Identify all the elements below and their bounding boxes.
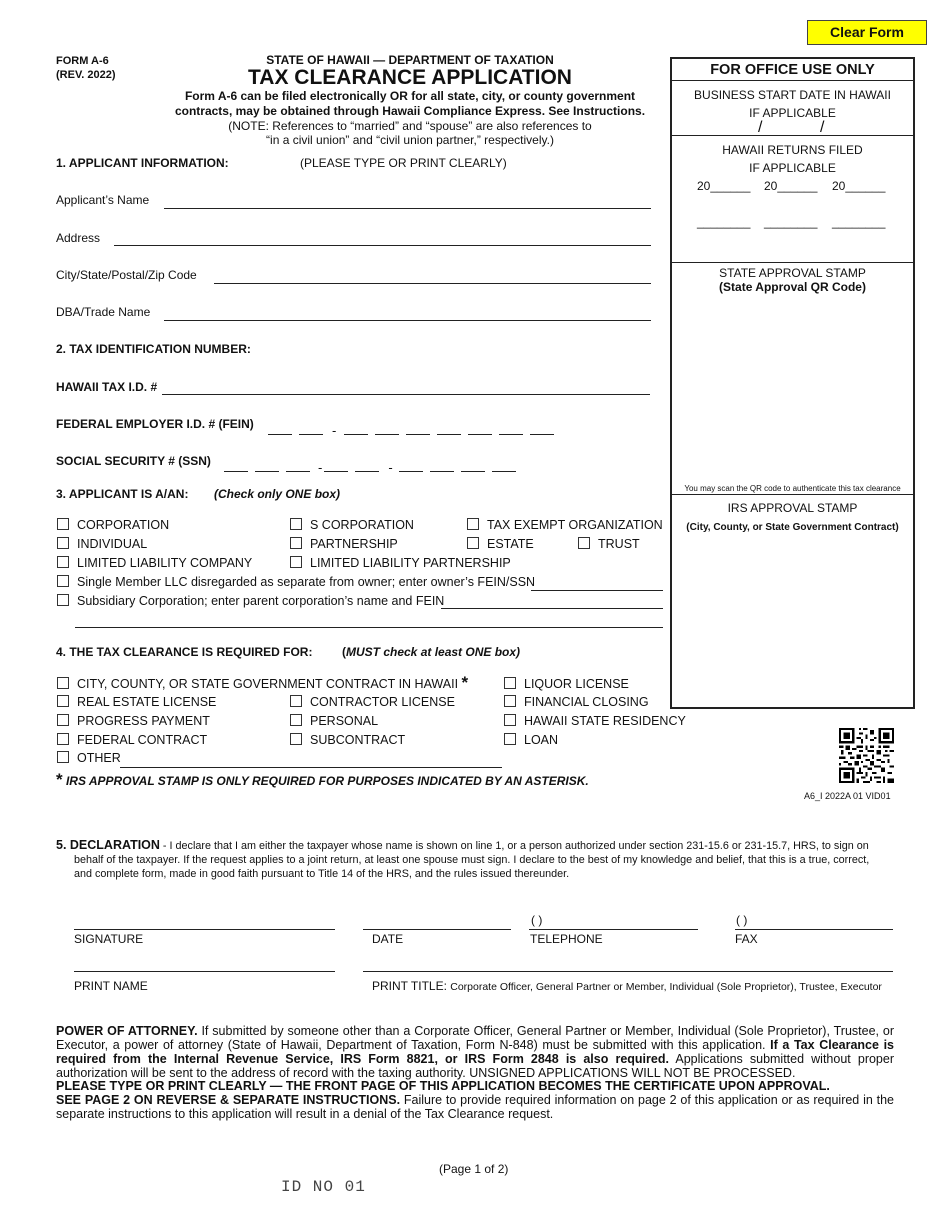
- purpose-financial-closing[interactable]: [504, 695, 649, 709]
- see-page-2-notice: [56, 1093, 894, 1121]
- subtitle-line-1: Form A-6 can be filed electronically OR for all state, city, or county government: [184, 89, 636, 103]
- parent-corp-field[interactable]: [441, 608, 663, 609]
- hawaii-tax-id-label: HAWAII TAX I.D. #: [56, 380, 158, 394]
- asterisk-mark: *: [461, 673, 469, 692]
- declaration-text-3: and complete form, made in good faith pursuant to Title 14 of the HRS, and the rules issued thereunder.: [74, 868, 570, 880]
- purpose-contractor[interactable]: [290, 695, 455, 709]
- option-label: SUBCONTRACT: [310, 733, 406, 747]
- returns-blank-2: ________: [764, 215, 818, 229]
- dba-field[interactable]: [164, 320, 651, 321]
- office-use-title: FOR OFFICE USE ONLY: [710, 62, 875, 78]
- checkbox[interactable]: [578, 537, 590, 549]
- print-title-text: PRINT TITLE:: [372, 979, 447, 993]
- checkbox[interactable]: [467, 537, 479, 549]
- option-label: LIMITED LIABILITY PARTNERSHIP: [310, 556, 511, 570]
- option-label: TRUST: [598, 537, 640, 551]
- option-corporation[interactable]: [57, 518, 169, 532]
- office-use-box: [670, 57, 915, 709]
- option-s-corporation[interactable]: [290, 518, 414, 532]
- print-title-options: Corporate Officer, General Partner or Member, Individual (Sole Proprietor), Trustee, Executor: [450, 981, 882, 993]
- returns-filed-label: [672, 141, 913, 177]
- print-clearly-notice: PLEASE TYPE OR PRINT CLEARLY — THE FRONT PAGE OF THIS APPLICATION BECOMES THE CERTIFICATE UPON APPROVAL.: [56, 1079, 830, 1093]
- option-partnership[interactable]: [290, 537, 398, 551]
- declaration-text-1: - I declare that I am either the taxpayer whose name is shown on line 1, or a person authorized under section 231-15.6 or 231-15.7, HRS, to sign on: [159, 840, 869, 852]
- option-label: PROGRESS PAYMENT: [77, 714, 210, 728]
- checkbox[interactable]: [57, 518, 69, 530]
- checkbox[interactable]: [57, 575, 69, 587]
- section-1-heading: 1. APPLICANT INFORMATION:: [56, 156, 229, 170]
- option-label: ESTATE: [487, 537, 534, 551]
- section-1-instruction: (PLEASE TYPE OR PRINT CLEARLY): [300, 156, 507, 170]
- option-label: INDIVIDUAL: [77, 537, 148, 551]
- checkbox[interactable]: [57, 733, 69, 745]
- business-start-line-1: BUSINESS START DATE IN HAWAII: [694, 88, 891, 102]
- option-label: TAX EXEMPT ORGANIZATION: [487, 518, 663, 532]
- header-block: [150, 53, 670, 147]
- declaration-text-2: behalf of the taxpayer. If the request applies to a joint return, at least one spouse must sign. I declare to the best of my knowledge and belief, that this is a true, correct,: [74, 854, 870, 866]
- option-label: FEDERAL CONTRACT: [77, 733, 208, 747]
- checkbox[interactable]: [290, 733, 302, 745]
- note-line-2: “in a civil union” and “civil union partner,” respectively.): [266, 133, 554, 147]
- instruction-text: MUST check at least ONE box): [346, 645, 521, 659]
- qr-code-icon: [839, 728, 894, 783]
- returns-filed-line-1: HAWAII RETURNS FILED: [722, 143, 863, 157]
- paren-open: (: [342, 645, 346, 659]
- telephone-field[interactable]: [529, 929, 698, 930]
- purpose-liquor[interactable]: [504, 677, 629, 691]
- option-label: OTHER: [77, 751, 121, 765]
- hawaii-tax-id-field[interactable]: [162, 394, 650, 395]
- signature-field[interactable]: [74, 929, 335, 930]
- fax-area-code: ( ): [736, 913, 748, 927]
- form-revision: (REV. 2022): [56, 69, 116, 81]
- option-label: FINANCIAL CLOSING: [524, 695, 649, 709]
- checkbox[interactable]: [504, 695, 516, 707]
- city-state-zip-field[interactable]: [214, 283, 651, 284]
- checkbox[interactable]: [290, 518, 302, 530]
- checkbox[interactable]: [290, 695, 302, 707]
- business-start-label: [672, 86, 913, 122]
- irs-stamp-subtitle: (City, County, or State Government Contract): [686, 522, 899, 533]
- option-label: Single Member LLC disregarded as separate from owner; enter owner’s FEIN/SSN: [77, 575, 536, 589]
- date-slash-2: /: [820, 119, 825, 136]
- print-title-label: [372, 979, 882, 993]
- poa-text-a: If submitted by someone other than a Corporate Officer, General Partner or Member, Individual (Sole Proprietor), Trustee, or Executor, a power of attorney (State of Hawaii, Department of Taxation, Form N-848) must be submitted with this application.: [56, 1024, 894, 1052]
- business-start-line-2: IF APPLICABLE: [749, 106, 836, 120]
- returns-year-2: 20______: [764, 179, 818, 193]
- returns-year-3: 20______: [832, 179, 886, 193]
- agency-name: STATE OF HAWAII — DEPARTMENT OF TAXATION: [266, 53, 554, 67]
- applicant-name-label: Applicant’s Name: [56, 193, 150, 207]
- checkbox[interactable]: [504, 714, 516, 726]
- irs-stamp-title: IRS APPROVAL STAMP: [727, 501, 858, 515]
- fax-label: FAX: [735, 932, 758, 946]
- ssn-hyphen-1: -: [318, 460, 323, 475]
- option-label: CITY, COUNTY, OR STATE GOVERNMENT CONTRACT IN HAWAII: [77, 677, 459, 691]
- asterisk-mark: *: [56, 770, 63, 789]
- option-label: LOAN: [524, 733, 559, 747]
- returns-blank-3: ________: [832, 215, 886, 229]
- divider: [672, 262, 913, 263]
- page-number: (Page 1 of 2): [439, 1162, 509, 1176]
- version-code: A6_I 2022A 01 VID01: [804, 791, 891, 801]
- checkbox[interactable]: [290, 714, 302, 726]
- section-4-instruction: [342, 645, 520, 659]
- checkbox[interactable]: [290, 556, 302, 568]
- parent-corp-field-2[interactable]: [75, 627, 663, 628]
- option-label: CONTRACTOR LICENSE: [310, 695, 455, 709]
- section-2-heading: 2. TAX IDENTIFICATION NUMBER:: [56, 342, 251, 356]
- date-field[interactable]: [363, 929, 511, 930]
- owner-fein-ssn-field[interactable]: [531, 590, 663, 591]
- note-line-1: (NOTE: References to “married” and “spouse” are also references to: [228, 119, 592, 133]
- checkbox[interactable]: [57, 556, 69, 568]
- divider: [672, 80, 913, 81]
- option-individual[interactable]: [57, 537, 147, 551]
- clear-form-button[interactable]: Clear Form: [807, 20, 927, 45]
- signature-label: SIGNATURE: [74, 932, 144, 946]
- purpose-real-estate[interactable]: [57, 695, 216, 709]
- option-tax-exempt[interactable]: [467, 518, 663, 532]
- option-label: PARTNERSHIP: [310, 537, 398, 551]
- ssn-label: SOCIAL SECURITY # (SSN): [56, 454, 211, 468]
- divider: [672, 494, 913, 495]
- page-title: TAX CLEARANCE APPLICATION: [248, 66, 572, 89]
- print-name-label: PRINT NAME: [74, 979, 148, 993]
- returns-year-1: 20______: [697, 179, 751, 193]
- option-label: LIMITED LIABILITY COMPANY: [77, 556, 253, 570]
- address-field[interactable]: [114, 245, 651, 246]
- option-label: Subsidiary Corporation; enter parent corporation’s name and FEIN: [77, 594, 445, 608]
- option-subsidiary[interactable]: [57, 594, 444, 608]
- purpose-personal[interactable]: [290, 714, 378, 728]
- option-label: PERSONAL: [310, 714, 379, 728]
- option-label: REAL ESTATE LICENSE: [77, 695, 217, 709]
- asterisk-footnote: [56, 770, 589, 790]
- divider: [672, 135, 913, 136]
- section-3-heading: 3. APPLICANT IS A/AN:: [56, 487, 189, 501]
- power-of-attorney: [56, 1024, 894, 1080]
- option-label: S CORPORATION: [310, 518, 414, 532]
- returns-blank-1: ________: [697, 215, 751, 229]
- ssn-field[interactable]: [224, 459, 523, 477]
- see-page-text: Failure to provide required information on page 2 of this application or as required in the separate instructions to this application will result in a denial of the Tax Clearance request.: [56, 1093, 894, 1121]
- fein-field[interactable]: [268, 422, 561, 440]
- section-5-heading: 5. DECLARATION: [56, 838, 160, 852]
- checkbox[interactable]: [467, 518, 479, 530]
- print-name-field[interactable]: [74, 971, 335, 972]
- purpose-gov-contract[interactable]: [57, 673, 469, 692]
- see-page-label: SEE PAGE 2 ON REVERSE & SEPARATE INSTRUCTIONS.: [56, 1093, 401, 1107]
- option-label: CORPORATION: [77, 518, 170, 532]
- fax-field[interactable]: [735, 929, 893, 930]
- fein-label: FEDERAL EMPLOYER I.D. # (FEIN): [56, 417, 254, 431]
- checkbox[interactable]: [504, 677, 516, 689]
- option-label: HAWAII STATE RESIDENCY: [524, 714, 686, 728]
- applicant-name-field[interactable]: [164, 208, 651, 209]
- purpose-federal-contract[interactable]: [57, 733, 207, 747]
- other-purpose-field[interactable]: [120, 767, 502, 768]
- date-slash-1: /: [758, 119, 763, 136]
- fein-hyphen: -: [332, 423, 337, 438]
- section-4-heading: 4. THE TAX CLEARANCE IS REQUIRED FOR:: [56, 645, 313, 659]
- checkbox[interactable]: [290, 537, 302, 549]
- subtitle-line-2: contracts, may be obtained through Hawaii Compliance Express. See Instructions.: [174, 104, 646, 118]
- address-label: Address: [56, 231, 101, 245]
- checkbox[interactable]: [57, 695, 69, 707]
- checkbox[interactable]: [57, 677, 69, 689]
- ssn-hyphen-2: -: [388, 460, 393, 475]
- option-trust[interactable]: [578, 537, 640, 551]
- poa-label: POWER OF ATTORNEY.: [56, 1024, 198, 1038]
- option-llc[interactable]: [57, 556, 252, 570]
- dba-label: DBA/Trade Name: [56, 305, 151, 319]
- checkbox[interactable]: [57, 537, 69, 549]
- purpose-subcontract[interactable]: [290, 733, 405, 747]
- section-3-instruction: (Check only ONE box): [214, 487, 341, 501]
- option-label: LIQUOR LICENSE: [524, 677, 629, 691]
- footnote-text: IRS APPROVAL STAMP IS ONLY REQUIRED FOR PURPOSES INDICATED BY AN ASTERISK.: [65, 774, 589, 788]
- checkbox[interactable]: [57, 751, 69, 763]
- checkbox[interactable]: [57, 714, 69, 726]
- poa-text-b: If a Tax Clearance is required from the Internal Revenue Service, IRS Form 8821, or IRS Form 2848 is also required.: [56, 1038, 894, 1066]
- state-stamp-title: STATE APPROVAL STAMP: [719, 266, 866, 280]
- checkbox[interactable]: [504, 733, 516, 745]
- option-llp[interactable]: [290, 556, 511, 570]
- checkbox[interactable]: [57, 594, 69, 606]
- telephone-area-code: ( ): [531, 913, 543, 927]
- city-state-zip-label: City/State/Postal/Zip Code: [56, 268, 197, 282]
- scan-note: You may scan the QR code to authenticate this tax clearance: [684, 484, 901, 493]
- purpose-residency[interactable]: [504, 714, 686, 728]
- option-single-member-llc[interactable]: [57, 575, 535, 589]
- purpose-loan[interactable]: [504, 733, 558, 747]
- purpose-other[interactable]: [57, 751, 121, 765]
- declaration-block: [56, 838, 896, 881]
- state-stamp-subtitle: (State Approval QR Code): [719, 280, 866, 294]
- form-number: FORM A-6: [56, 55, 109, 67]
- option-estate[interactable]: [467, 537, 534, 551]
- print-title-field[interactable]: [363, 971, 893, 972]
- id-number: ID NO 01: [281, 1178, 366, 1196]
- telephone-label: TELEPHONE: [530, 932, 603, 946]
- returns-filed-line-2: IF APPLICABLE: [749, 161, 836, 175]
- date-label: DATE: [372, 932, 404, 946]
- poa-text-c: Applications submitted without proper authorization will be sent to the address of record with the taxing authority. UNSIGNED APPLICATIONS WILL NOT BE PROCESSED.: [56, 1052, 894, 1080]
- purpose-progress-payment[interactable]: [57, 714, 210, 728]
